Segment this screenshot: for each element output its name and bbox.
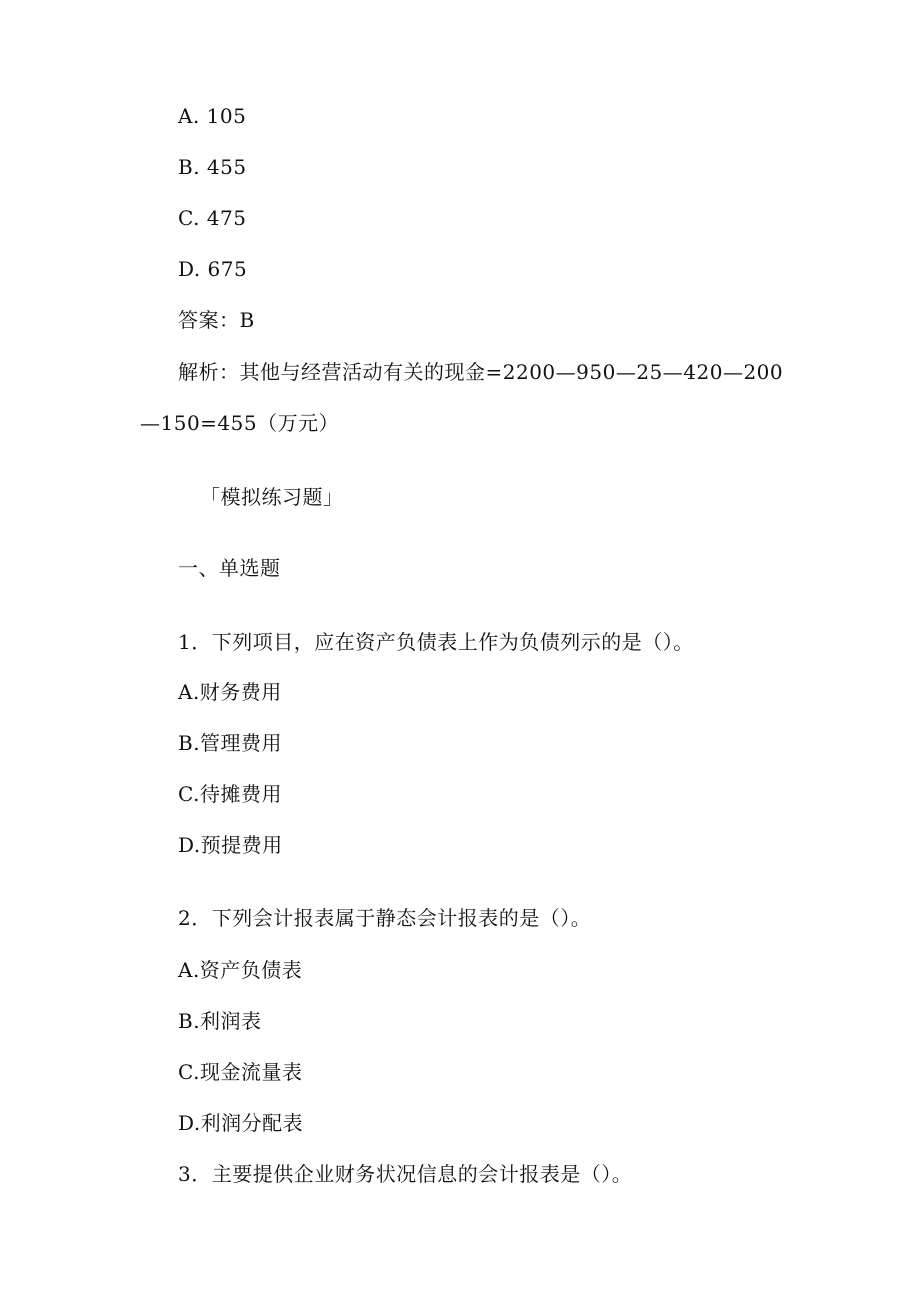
question-type-heading: 一、单选题 (178, 556, 281, 580)
question-1-option-d: D.预提费用 (178, 833, 283, 857)
prev-option-b: B. 455 (178, 155, 247, 179)
question-1-stem: 1．下列项目，应在资产负债表上作为负债列示的是（）。 (178, 630, 694, 654)
question-2-option-a: A.资产负债表 (178, 958, 303, 982)
section-title: 「模拟练习题」 (200, 485, 344, 509)
question-1-option-a: A.财务费用 (178, 680, 282, 704)
question-2-option-d: D.利润分配表 (178, 1111, 304, 1135)
question-1-option-b: B.管理费用 (178, 731, 283, 755)
question-2-option-c: C.现金流量表 (178, 1060, 303, 1084)
question-1-option-c: C.待摊费用 (178, 782, 282, 806)
prev-option-c: C. 475 (178, 206, 247, 230)
question-2-stem: 2．下列会计报表属于静态会计报表的是（）。 (178, 906, 592, 930)
question-2-option-b: B.利润表 (178, 1009, 262, 1033)
prev-option-a: A. 105 (178, 104, 247, 128)
prev-answer: 答案：B (178, 308, 255, 332)
prev-explanation-line1: 解析：其他与经营活动有关的现金=2200—950—25—420—200 (178, 360, 784, 384)
prev-explanation-line2: —150=455（万元） (140, 411, 340, 435)
prev-option-d: D. 675 (178, 257, 248, 281)
question-3-stem: 3．主要提供企业财务状况信息的会计报表是（）。 (178, 1162, 633, 1186)
